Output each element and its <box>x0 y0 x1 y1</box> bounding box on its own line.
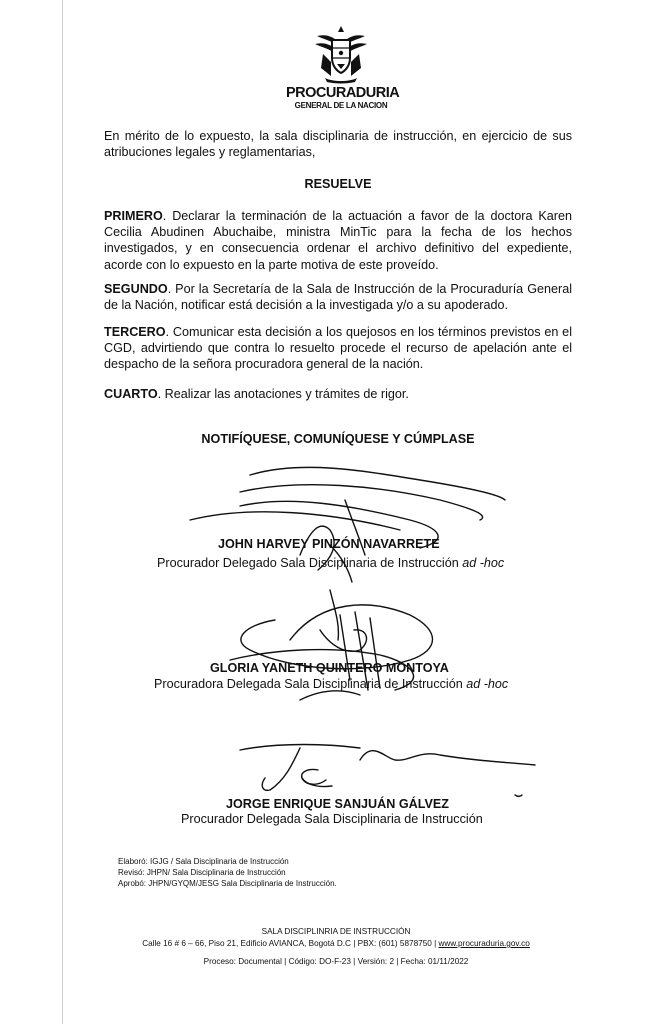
article-label: TERCERO <box>104 325 166 339</box>
signer-role <box>157 556 504 570</box>
article-text: . Declarar la terminación de la actuación a favor de la doctora Karen Cecilia Abudinen Abuchaibe, ministra MinTic para la fecha de los hechos investigados, y en consecuencia ordenar el archivo definitivo del expediente, acorde con lo expuesto en la parte motiva de este proveído. <box>104 209 572 272</box>
signer-name: GLORIA YANETH QUINTERO MONTOYA <box>210 661 449 675</box>
reviewed-by: Revisó: JHPN/ Sala Disciplinaria de Instrucción <box>118 868 286 877</box>
footer-address-text: Calle 16 # 6 – 66, Piso 21, Edificio AVIANCA, Bogotá D.C | PBX: (601) 5878750 | <box>142 939 439 948</box>
coat-of-arms-icon <box>311 22 371 84</box>
signer-role <box>154 677 508 691</box>
article-label: SEGUNDO <box>104 282 168 296</box>
footer <box>60 926 612 968</box>
footer-website-link[interactable]: www.procuraduria.gov.co <box>438 939 530 948</box>
signer-role <box>181 812 483 826</box>
footer-address <box>60 938 612 950</box>
org-name: PROCURADURIA <box>286 85 400 101</box>
resolve-title: RESUELVE <box>304 177 372 191</box>
signer-name: JOHN HARVEY PINZÓN NAVARRETE <box>218 537 440 551</box>
article-text: . Realizar las anotaciones y trámites de rigor. <box>157 387 409 401</box>
article-text: . Por la Secretaría de la Sala de Instrucción de la Procuraduría General de la Nación, notificar está decisión a la investigada y/o a su apoderado. <box>104 282 572 313</box>
article-tercero <box>104 324 572 373</box>
closing-formula: NOTIFÍQUESE, COMUNÍQUESE Y CÚMPLASE <box>201 432 475 446</box>
signer-role-suffix: ad -hoc <box>466 677 509 691</box>
intro-paragraph: En mérito de lo expuesto, la sala disciplinaria de instrucción, en ejercicio de sus atribuciones legales y reglamentarias, <box>104 129 572 160</box>
prepared-by: Elaboró: IGJG / Sala Disciplinaria de Instrucción <box>118 857 289 866</box>
signer-role-text: Procurador Delegada Sala Disciplinaria de Instrucción <box>181 812 483 826</box>
signer-role-suffix: ad -hoc <box>462 556 505 570</box>
approved-by: Aprobó: JHPN/GYQM/JESG Sala Disciplinaria de Instrucción. <box>118 879 337 888</box>
article-label: PRIMERO <box>104 209 163 223</box>
signer-name: JORGE ENRIQUE SANJUÁN GÁLVEZ <box>226 797 449 811</box>
article-segundo <box>104 281 572 313</box>
signer-role-text: Procuradora Delegada Sala Disciplinaria de Instrucción <box>154 677 463 691</box>
org-subtitle: GENERAL DE LA NACION <box>294 101 388 110</box>
article-label: CUARTO <box>104 387 158 401</box>
article-text: . Comunicar esta decisión a los quejosos en los términos previstos en el CGD, advirtiendo que contra lo resuelto procede el recurso de apelación ante el despacho de la señora procuradora general de la nación. <box>104 325 572 372</box>
margin-line <box>62 0 63 1024</box>
article-cuarto <box>104 386 572 402</box>
footer-process: Proceso: Documental | Código: DO-F-23 | Versión: 2 | Fecha: 01/11/2022 <box>203 957 469 966</box>
signer-role-text: Procurador Delegado Sala Disciplinaria de Instrucción <box>157 556 459 570</box>
footer-office: SALA DISCIPLINRIA DE INSTRUCCIÓN <box>261 927 411 936</box>
article-primero <box>104 208 572 273</box>
letterhead <box>286 22 400 110</box>
